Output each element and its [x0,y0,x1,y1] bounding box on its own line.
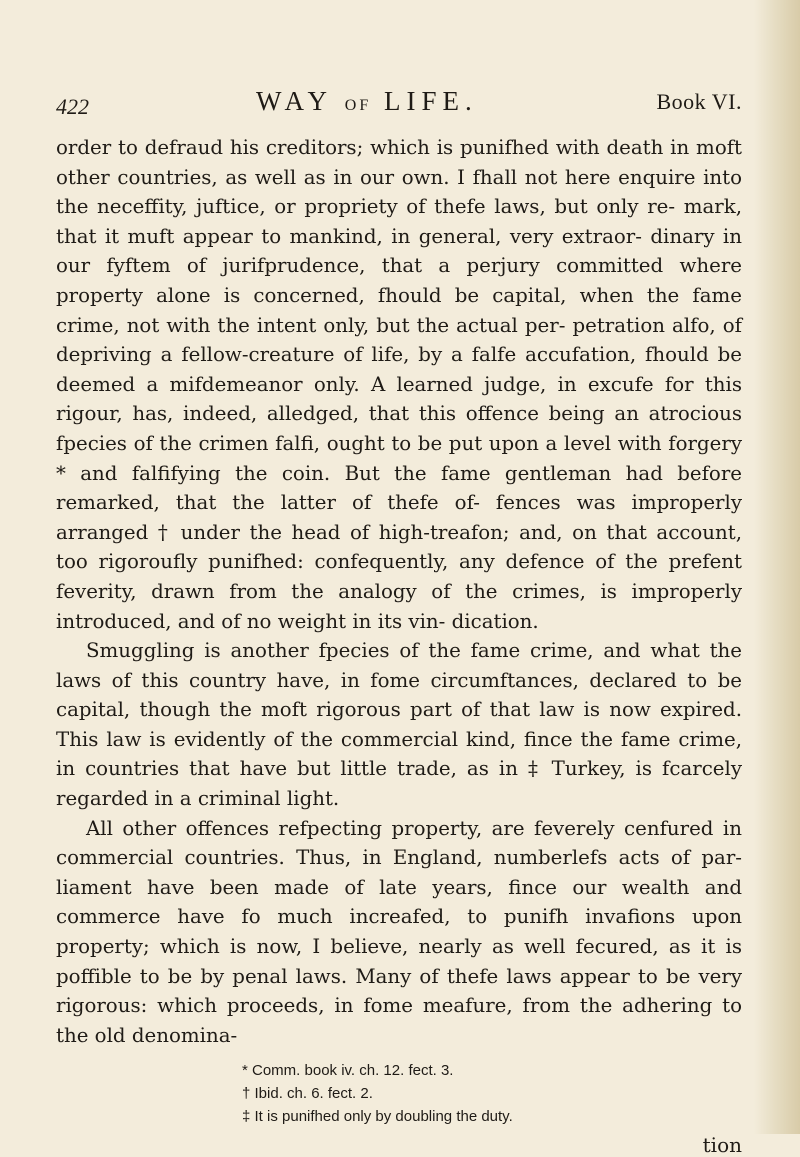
running-title [256,86,478,117]
paragraph-3: All other offences refpecting property, are feverely cenfured in commercial countries. Thus, in England, numberlefs acts of par- liament have been made of late years, fince our wealth and commerce have fo much increafed, to punifh invafions upon property; which is now, I believe, nearly as well fecured, as it is poffible to be by penal laws. Many of thefe laws appear to be very rigorous: which proceeds, in fome meafure, from the adhering to the old denomina- [56,816,742,1047]
footnote-1: * Comm. book iv. ch. 12. fect. 3. [242,1062,454,1080]
running-title-part-2: OF [344,97,372,114]
page-number: 422 [56,94,89,119]
book-page [56,86,742,1157]
book-label: Book VI. [656,89,742,114]
footnote-2: † Ibid. ch. 6. fect. 2. [242,1085,373,1103]
paragraph-2: Smuggling is another fpecies of the fame crime, and what the laws of this country have, in fome circumftances, declared to be capital, though the moft rigorous part of that law is now expired. This law is evidently of the commercial kind, fince the fame crime, in countries that have but little trade, as in ‡ Turkey, is fcarcely regarded in a criminal light. [56,639,742,811]
running-title-part-1: WAY [256,86,333,116]
page-header [56,86,742,126]
footnotes [56,1059,742,1128]
footnote-3: ‡ It is punifhed only by doubling the duty. [242,1108,513,1126]
page-edge-shadow [754,0,800,1134]
body-text [56,133,742,1050]
paragraph-1: order to defraud his creditors; which is punifhed with death in moft other countries, as well as in our own. I fhall not here enquire into the neceffity, juftice, or propriety of thefe laws, but only re- mark, that it muft appear to mankind, in general, very extraor- dinary in our fyftem of jurifprudence, that a perjury committed where property alone is concerned, fhould be capital, when the fame crime, not with the intent only, but the actual per- petration alfo, of depriving a fellow-creature of life, by a falfe accufation, fhould be deemed a mifdemeanor only. A learned judge, in excufe for this rigour, has, indeed, alledged, that this offence being an atrocious fpecies of the crimen falfi, ought to be put upon a level with forgery * and falfifying the coin. But the fame gentleman had before remarked, that the latter of thefe of- fences was improperly arranged † under the head of high-treafon; and, on that account, too rigoroufly punifhed: confequently, any defence of the prefent feverity, drawn from the analogy of the crimes, is improperly introduced, and of no weight in its vin- dication. [56,136,742,633]
running-title-part-3: LIFE. [383,86,478,116]
catchword: tion [702,1133,742,1157]
